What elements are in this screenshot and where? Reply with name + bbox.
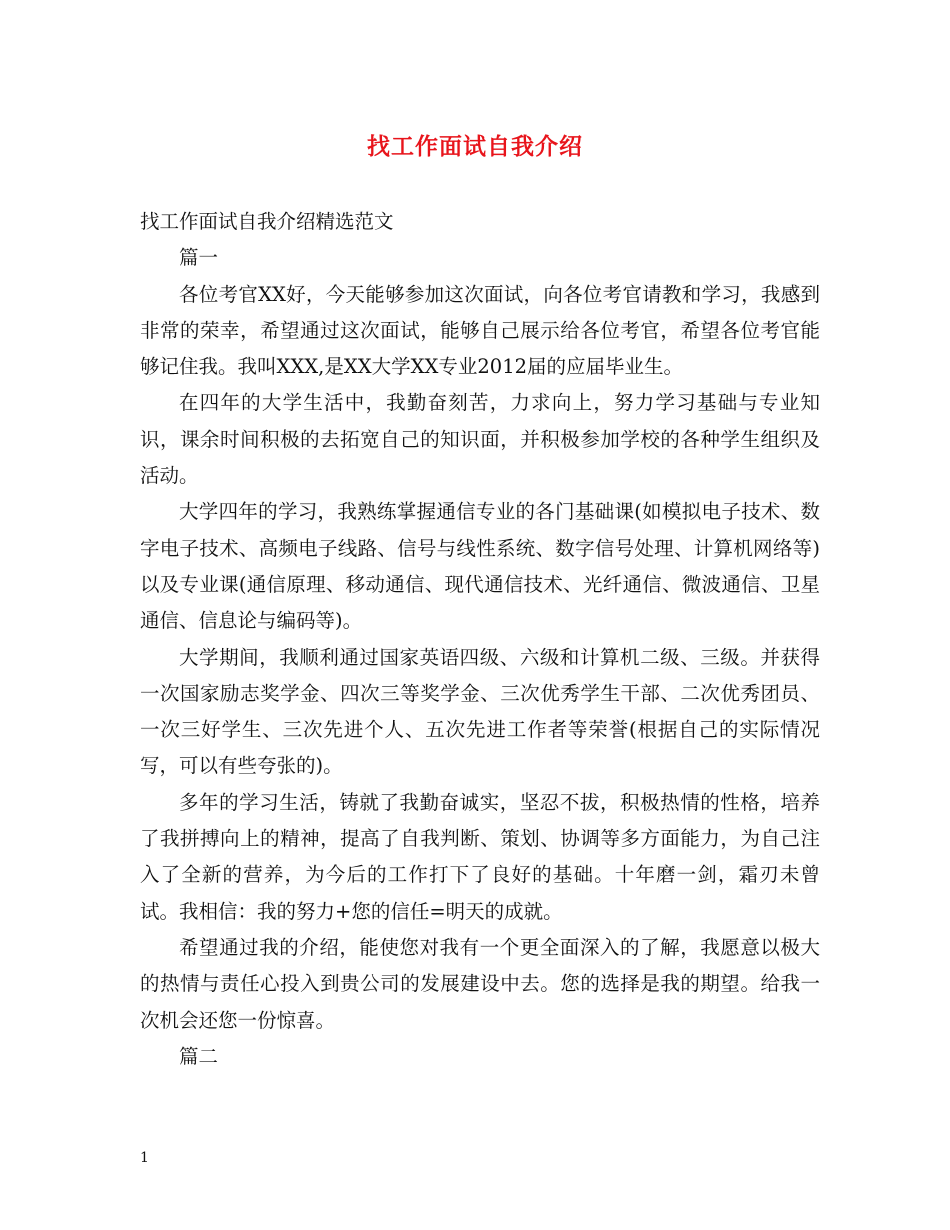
- document-subtitle: 找工作面试自我介绍精选范文: [140, 210, 394, 233]
- paragraph: 各位考官XX好，今天能够参加这次面试，向各位考官请教和学习，我感到非常的荣幸，希望通过这次面试，能够自己展示给各位考官，希望各位考官能够记住我。我叫XXX,是XX大学XX专业2012届的应届毕业生。: [140, 282, 820, 379]
- document-title: 找工作面试自我介绍: [367, 133, 583, 160]
- section-heading-1: 篇一: [179, 246, 219, 270]
- paragraph: 大学四年的学习，我熟练掌握通信专业的各门基础课(如模拟电子技术、数字电子技术、高频电子线路、信号与线性系统、数字信号处理、计算机网络等)以及专业课(通信原理、移动通信、现代通信技术、光纤通信、微波通信、卫星通信、信息论与编码等)。: [140, 500, 820, 633]
- paragraph: 希望通过我的介绍，能使您对我有一个更全面深入的了解，我愿意以极大的热情与责任心投入到贵公司的发展建设中去。您的选择是我的期望。给我一次机会还您一份惊喜。: [140, 935, 820, 1032]
- page-number: 1: [140, 1150, 149, 1166]
- section-heading-2: 篇二: [179, 1044, 219, 1068]
- paragraph: 大学期间，我顺利通过国家英语四级、六级和计算机二级、三级。并获得一次国家励志奖学金、四次三等奖学金、三次优秀学生干部、二次优秀团员、一次三好学生、三次先进个人、五次先进工作者等荣誉(根据自己的实际情况写，可以有些夸张的)。: [140, 645, 820, 778]
- paragraph: 多年的学习生活，铸就了我勤奋诚实，坚忍不拔，积极热情的性格，培养了我拼搏向上的精神，提高了自我判断、策划、协调等多方面能力，为自己注入了全新的营养，为今后的工作打下了良好的基础。十年磨一剑，霜刃未曾试。我相信：我的努力+您的信任=明天的成就。: [140, 790, 820, 923]
- paragraph: 在四年的大学生活中，我勤奋刻苦，力求向上，努力学习基础与专业知识，课余时间积极的去拓宽自己的知识面，并积极参加学校的各种学生组织及活动。: [140, 391, 820, 488]
- document-body: [140, 204, 820, 1075]
